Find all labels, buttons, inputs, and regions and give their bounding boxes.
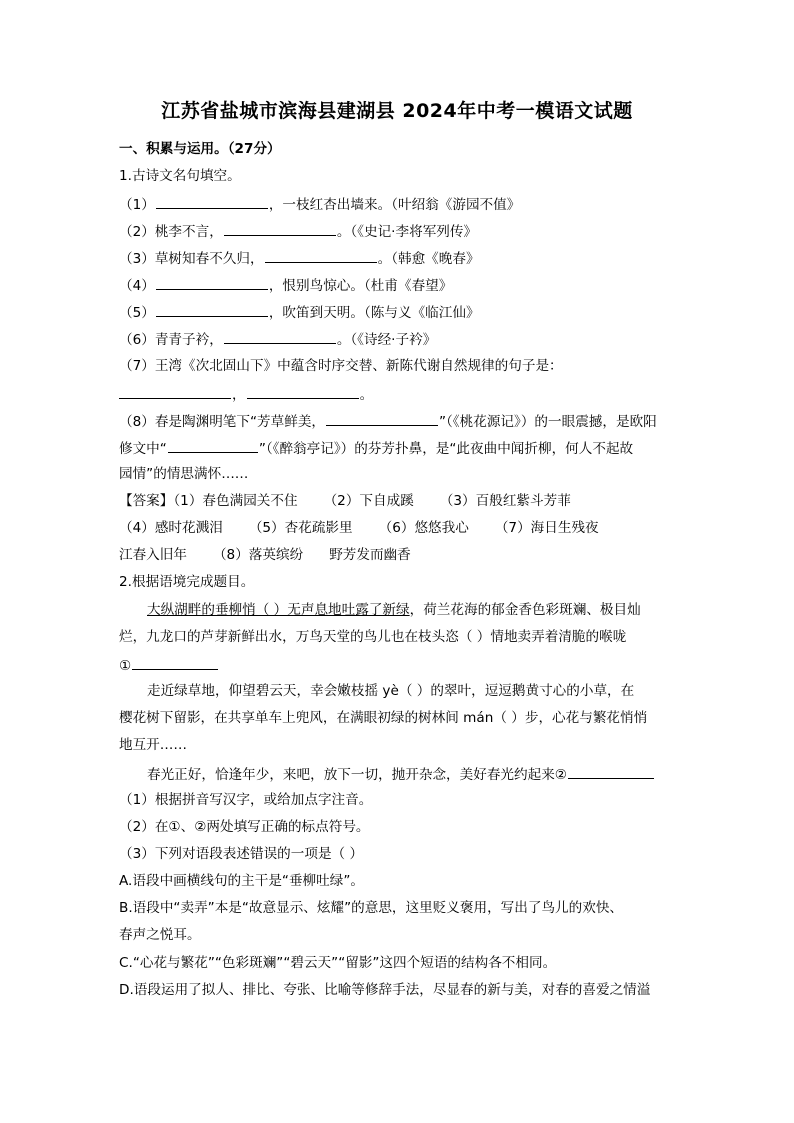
page-title: 江苏省盐城市滨海县建湖县 2024年中考一模语文试题 [161, 100, 633, 122]
answer-item: （5）杏花疏影里 [248, 520, 353, 536]
answer-label: 【答案】 [119, 493, 174, 509]
passage-text: ，荷兰花海的郁金香色彩斑斓、极目灿 [409, 602, 641, 618]
end-mark: 。 [359, 387, 374, 403]
item-text: ”（《桃花源记》）的一眼震撼，是欧阳 [439, 414, 657, 430]
item-text: ，吹笛到天明。（陈与义《临江仙》 [268, 305, 480, 321]
answer-blank[interactable] [119, 384, 231, 399]
q1-item [119, 275, 452, 295]
option-d[interactable]: D.语段运用了拟人、排比、夸张、比喻等修辞手法，尽显春的新与美，对春的喜爱之情溢 [119, 982, 651, 998]
item-number: （6） [119, 332, 155, 348]
passage-line: 地互开…… [119, 737, 187, 753]
item-text: 青青子衿， [154, 332, 223, 348]
answer-blank[interactable] [224, 221, 336, 236]
answer-blank[interactable] [132, 655, 218, 670]
option-b[interactable]: B.语段中“卖弄”本是“故意显示、炫耀”的意思，这里贬义褒用，写出了鸟儿的欢快、 [119, 900, 624, 916]
item-text: 草树知春不久归， [154, 251, 264, 267]
answer-item: 野芳发而幽香 [329, 547, 411, 563]
answer-item: （8）落英缤纷 [212, 547, 304, 563]
answer-blank[interactable] [156, 275, 268, 290]
passage-line [119, 655, 219, 675]
q1-item-7-blanks [119, 384, 373, 404]
q1-item [119, 302, 480, 322]
answer-item: 江春入旧年 [119, 547, 187, 563]
item-number: （4） [119, 278, 155, 294]
q1-item [119, 248, 480, 268]
underlined-sentence: 大纵湖畔的垂柳悄（ ）无声息地吐露了新绿 [147, 602, 410, 618]
answer-line [119, 519, 599, 537]
item-text: 桃李不言， [154, 224, 223, 240]
item-text: 。（《诗经·子衿》 [336, 332, 437, 348]
item-number: （2） [119, 224, 155, 240]
section-heading: 一、积累与运用。（27分） [119, 141, 281, 157]
q1-item-8-line [119, 411, 657, 431]
sub-question: （1）根据拼音写汉字，或给加点字注音。 [119, 792, 373, 808]
answer-item: （2）下自成蹊 [323, 493, 414, 509]
option-c[interactable]: C.“心花与繁花”“色彩斑斓”“碧云天”“留影”这四个短语的结构各不相同。 [119, 955, 557, 971]
answer-item: （7）海日生残夜 [494, 520, 599, 536]
answer-item: （6）悠悠我心 [378, 520, 469, 536]
sub-question: （3）下列对语段表述错误的一项是（ ） [119, 846, 364, 862]
answer-blank[interactable] [156, 194, 268, 209]
answer-line [119, 546, 411, 564]
question-2-stem: 2.根据语境完成题目。 [119, 574, 255, 590]
passage-text: 春光正好，恰逢年少，来吧，放下一切，抛开杂念，美好春光约起来② [147, 767, 567, 783]
passage-line: 走近绿草地，仰望碧云天，幸会嫩枝摇 yè（ ）的翠叶，逗逗鹅黄寸心的小草，在 [147, 683, 635, 699]
option-a[interactable]: A.语段中画横线句的主干是“垂柳吐绿”。 [119, 873, 364, 889]
item-number: （3） [119, 251, 155, 267]
marker: ① [119, 658, 132, 674]
question-1-stem: 1.古诗文名句填空。 [119, 168, 241, 184]
answer-blank[interactable] [326, 411, 438, 426]
item-text: （8）春是陶渊明笔下“芳草鲜美， [119, 414, 326, 430]
item-number: （5） [119, 305, 155, 321]
answer-item: （1）春色满园关不住 [173, 493, 298, 509]
passage-line [147, 764, 655, 784]
answer-blank[interactable] [168, 438, 258, 453]
answer-line [119, 492, 571, 510]
answer-blank[interactable] [156, 302, 268, 317]
q1-item-7-prompt: （7）王湾《次北固山下》中蕴含时序交替、新陈代谢自然规律的句子是： [119, 358, 563, 374]
option-b-cont: 春声之悦耳。 [119, 927, 201, 943]
answer-blank[interactable] [224, 329, 336, 344]
q1-item [119, 221, 477, 241]
answer-blank[interactable] [247, 384, 359, 399]
passage-line [147, 601, 641, 619]
item-text: ”（《醉翁亭记》）的芬芳扑鼻，是“此夜曲中闻折柳，何人不起故 [258, 441, 634, 457]
q1-item [119, 194, 520, 214]
q1-item [119, 329, 436, 349]
answer-item: （3）百般红紫斗芳菲 [439, 493, 571, 509]
answer-item: （4）感时花溅泪 [119, 520, 223, 536]
item-text: 。（《史记·李将军列传》 [336, 224, 478, 240]
answer-blank[interactable] [265, 248, 377, 263]
item-text: 。（韩愈《晚春》 [377, 251, 480, 267]
item-text: ，一枝红杏出墙来。（叶绍翁《游园不值》 [268, 197, 521, 213]
passage-line: 樱花树下留影，在共享单车上兜风，在满眼初绿的树林间 mán（ ）步，心花与繁花悄悄 [119, 710, 648, 726]
separator: ， [232, 387, 246, 403]
passage-line: 烂，九龙口的芦芽新鲜出水，万鸟天堂的鸟儿也在枝头恣（ ）情地卖弄着清脆的喉咙 [119, 629, 627, 645]
sub-question: （2）在①、②两处填写正确的标点符号。 [119, 819, 370, 835]
q1-item-8-line [119, 438, 633, 458]
item-text: ，恨别鸟惊心。（杜甫《春望》 [268, 278, 453, 294]
item-number: （1） [119, 197, 155, 213]
answer-blank[interactable] [568, 764, 654, 779]
item-text: 修文中“ [119, 441, 167, 457]
q1-item-8-line: 园情”的情思满怀…… [119, 466, 249, 482]
